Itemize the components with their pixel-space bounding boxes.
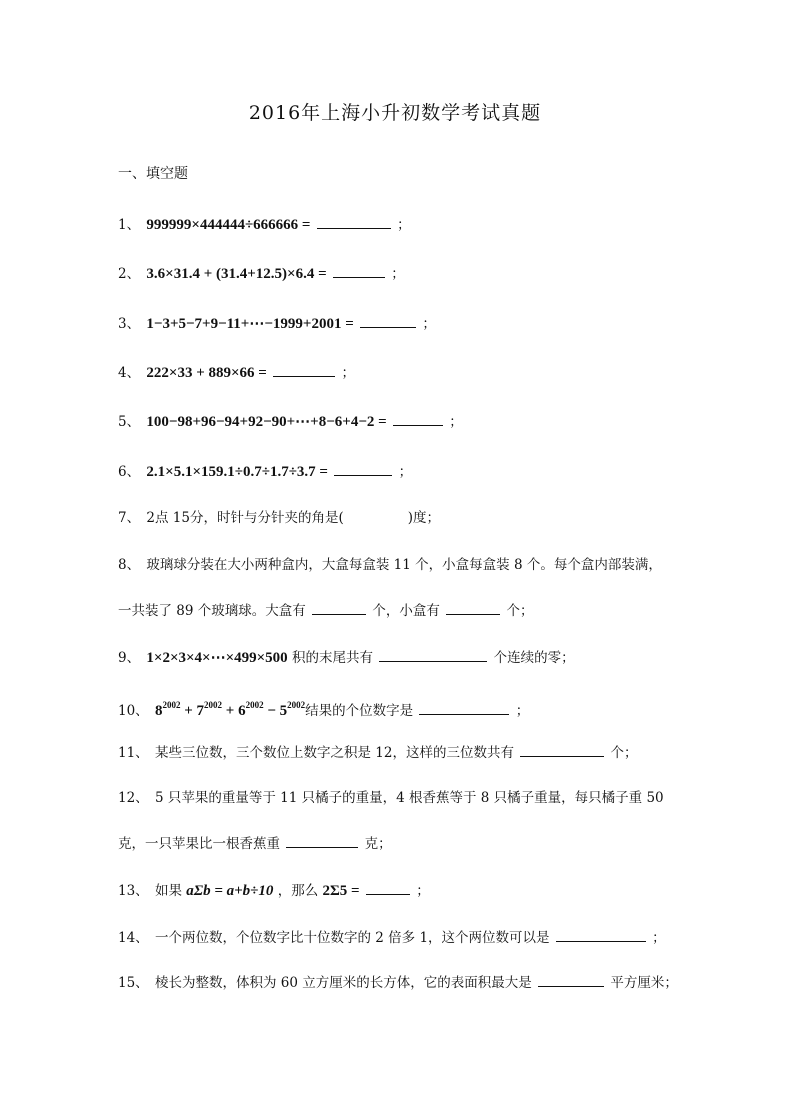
question-number: 14、 xyxy=(118,930,149,946)
question-text: 结果的个位数字是 xyxy=(305,703,414,719)
question-9 xyxy=(118,647,575,668)
question-text: 一个两位数，个位数字比十位数字的 2 倍多 1，这个两位数可以是 xyxy=(154,930,550,946)
punctuation: ； xyxy=(652,930,666,946)
answer-blank[interactable] xyxy=(360,313,416,328)
question-13 xyxy=(118,880,430,901)
question-text: 克，一只苹果比一根香蕉重 xyxy=(118,836,280,852)
question-text: 棱长为整数，体积为 60 立方厘米的长方体，它的表面积最大是 xyxy=(154,975,532,991)
answer-blank[interactable] xyxy=(312,600,366,615)
answer-blank[interactable] xyxy=(366,880,410,895)
math-expression: 999999×444444÷666666 = xyxy=(146,217,311,233)
base: 5 xyxy=(279,703,288,719)
question-14 xyxy=(118,927,666,948)
page-title: 2016年上海小升初数学考试真题 xyxy=(248,102,542,124)
question-number: 5、 xyxy=(118,414,141,430)
question-1 xyxy=(118,214,411,235)
question-8-line-2 xyxy=(118,600,533,621)
question-text: 平方厘米； xyxy=(610,975,678,991)
answer-blank[interactable] xyxy=(520,742,604,757)
answer-blank[interactable] xyxy=(286,833,358,848)
section-heading: 一、填空题 xyxy=(118,166,188,182)
question-8 xyxy=(118,555,662,575)
question-text: 个； xyxy=(506,603,534,619)
math-expression: 2.1×5.1×159.1÷0.7÷1.7÷3.7 = xyxy=(146,464,328,480)
punctuation: ； xyxy=(397,217,411,233)
answer-blank[interactable] xyxy=(273,362,335,377)
question-number: 8、 xyxy=(118,557,141,573)
question-text: 个； xyxy=(610,745,638,761)
question-text: 个连续的零； xyxy=(493,650,575,666)
question-number: 9、 xyxy=(118,650,141,666)
question-number: 7、 xyxy=(118,510,141,526)
question-number: 10、 xyxy=(118,703,149,719)
question-7 xyxy=(118,508,440,528)
question-text: 5 只苹果的重量等于 11 只橘子的重量，4 根香蕉等于 8 只橘子重量，每只橘子重 50 xyxy=(154,790,664,806)
answer-blank[interactable] xyxy=(379,647,487,662)
math-expression: 1×2×3×4×⋯×499×500 xyxy=(146,650,288,666)
question-text: 个，小盒有 xyxy=(372,603,440,619)
question-text: )度； xyxy=(407,510,440,526)
punctuation: ； xyxy=(391,266,405,282)
question-text: ，那么 xyxy=(277,883,319,899)
answer-blank[interactable] xyxy=(419,700,509,715)
question-3 xyxy=(118,313,436,334)
punctuation: ； xyxy=(422,316,436,332)
question-12 xyxy=(118,788,664,808)
question-text: 克； xyxy=(364,836,392,852)
answer-blank[interactable] xyxy=(317,214,391,229)
question-5 xyxy=(118,411,463,432)
math-expression: 3.6×31.4 + (31.4+12.5)×6.4 = xyxy=(146,266,327,282)
math-expression: 2Σ5 = xyxy=(322,883,360,899)
answer-blank[interactable] xyxy=(538,972,604,987)
question-text: 2点 15分，时针与分针夹的角是( xyxy=(146,510,344,526)
answer-blank[interactable] xyxy=(393,411,443,426)
math-expression: 1−3+5−7+9−11+⋯−1999+2001 = xyxy=(146,316,354,332)
answer-blank[interactable] xyxy=(556,927,646,942)
exponent: 2002 xyxy=(162,700,181,710)
answer-blank[interactable] xyxy=(334,461,392,476)
question-4 xyxy=(118,362,355,383)
math-expression: 100−98+96−94+92−90+⋯+8−6+4−2 = xyxy=(146,414,387,430)
punctuation: ； xyxy=(515,703,530,719)
base: 7 xyxy=(196,703,205,719)
question-12-line-2 xyxy=(118,833,392,854)
punctuation: ； xyxy=(341,365,355,381)
question-text: 玻璃球分装在大小两种盒内，大盒每盒装 11 个，小盒每盒装 8 个。每个盒内部装满， xyxy=(146,557,662,573)
question-text: 一共装了 89 个玻璃球。大盒有 xyxy=(118,603,306,619)
question-number: 6、 xyxy=(118,464,141,480)
question-text: 积的末尾共有 xyxy=(291,650,373,666)
question-number: 1、 xyxy=(118,217,141,233)
question-number: 3、 xyxy=(118,316,141,332)
exponent: 2002 xyxy=(204,700,223,710)
punctuation: ； xyxy=(416,883,430,899)
punctuation: ； xyxy=(398,464,413,480)
base: 6 xyxy=(238,703,246,719)
question-number: 11、 xyxy=(118,745,149,761)
answer-blank[interactable] xyxy=(333,263,385,278)
answer-blank[interactable] xyxy=(446,600,500,615)
question-text: 如果 xyxy=(154,883,182,899)
question-number: 13、 xyxy=(118,883,149,899)
question-number: 12、 xyxy=(118,790,149,806)
question-number: 2、 xyxy=(118,266,141,282)
exponent: 2002 xyxy=(287,700,306,710)
math-expression: 222×33 + 889×66 = xyxy=(146,365,267,381)
question-2 xyxy=(118,263,405,284)
question-15 xyxy=(118,972,678,993)
question-11 xyxy=(118,742,638,763)
question-6 xyxy=(118,461,412,482)
question-text: 某些三位数，三个数位上数字之积是 12，这样的三位数共有 xyxy=(154,745,514,761)
question-10 xyxy=(118,695,529,721)
question-number: 4、 xyxy=(118,365,141,381)
math-expression: $8^{2002} + 7^{2002} + 6^{2002} - 5^{2002}$ xyxy=(154,700,306,719)
math-definition: aΣb = a+b÷10 xyxy=(186,883,274,899)
punctuation: ； xyxy=(449,414,463,430)
question-number: 15、 xyxy=(118,975,149,991)
exponent: 2002 xyxy=(245,700,264,710)
base: 8 xyxy=(154,703,163,719)
